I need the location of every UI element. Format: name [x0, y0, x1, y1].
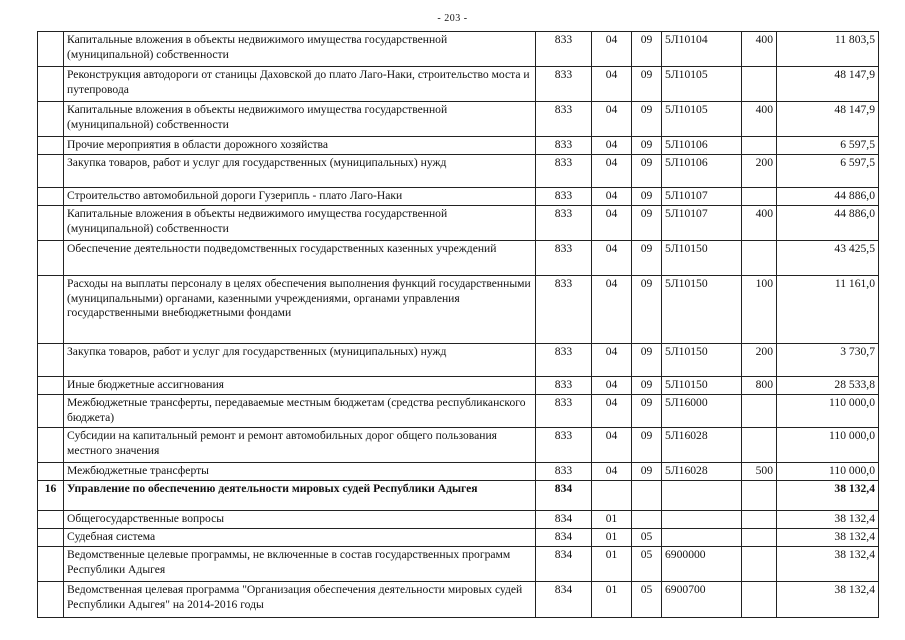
subsection-code-cell: 05 [632, 547, 662, 582]
row-number-cell [38, 67, 64, 102]
ministry-code-cell: 834 [536, 582, 592, 618]
target-article-cell: 5Л10150 [662, 377, 742, 395]
subsection-code-cell: 09 [632, 395, 662, 428]
ministry-code-cell: 833 [536, 395, 592, 428]
ministry-code-cell: 833 [536, 102, 592, 137]
amount-cell: 11 161,0 [777, 276, 879, 344]
subsection-code-cell: 09 [632, 32, 662, 67]
expense-type-cell: 400 [742, 32, 777, 67]
item-name-cell: Межбюджетные трансферты [64, 463, 536, 481]
amount-cell: 110 000,0 [777, 463, 879, 481]
target-article-cell: 5Л10106 [662, 137, 742, 155]
expense-type-cell [742, 395, 777, 428]
expense-type-cell: 400 [742, 102, 777, 137]
section-code-cell: 01 [592, 529, 632, 547]
subsection-code-cell [632, 481, 662, 511]
section-code-cell: 04 [592, 395, 632, 428]
table-row [38, 241, 879, 276]
row-number-cell [38, 547, 64, 582]
expense-type-cell [742, 188, 777, 206]
target-article-cell: 5Л10150 [662, 241, 742, 276]
amount-cell: 28 533,8 [777, 377, 879, 395]
target-article-cell: 5Л16028 [662, 428, 742, 463]
amount-cell: 6 597,5 [777, 137, 879, 155]
item-name-cell: Прочие мероприятия в области дорожного хозяйства [64, 137, 536, 155]
page-number: - 203 - [437, 13, 468, 24]
expense-type-cell [742, 511, 777, 529]
section-code-cell: 04 [592, 67, 632, 102]
expense-type-cell [742, 481, 777, 511]
item-name-cell: Ведомственные целевые программы, не включенные в состав государственных программ Республики Адыгея [64, 547, 536, 582]
item-name-cell: Строительство автомобильной дороги Гузерипль - плато Лаго-Наки [64, 188, 536, 206]
item-name-cell: Капитальные вложения в объекты недвижимого имущества государственной (муниципальной) собственности [64, 102, 536, 137]
item-name-cell: Капитальные вложения в объекты недвижимого имущества государственной (муниципальной) собственности [64, 32, 536, 67]
section-code-cell: 04 [592, 344, 632, 377]
target-article-cell: 5Л10104 [662, 32, 742, 67]
table-row [38, 67, 879, 102]
section-code-cell: 04 [592, 137, 632, 155]
item-name-cell: Управление по обеспечению деятельности мировых судей Республики Адыгея [64, 481, 536, 511]
subsection-code-cell: 09 [632, 276, 662, 344]
target-article-cell [662, 511, 742, 529]
subsection-code-cell: 05 [632, 529, 662, 547]
target-article-cell [662, 529, 742, 547]
item-name-cell: Расходы на выплаты персоналу в целях обеспечения выполнения функций государственными (муниципальными) органами, казенными учреждениями, органами управления государственными внебюджетными фондами [64, 276, 536, 344]
amount-cell: 43 425,5 [777, 241, 879, 276]
amount-cell: 38 132,4 [777, 511, 879, 529]
row-number-cell [38, 395, 64, 428]
subsection-code-cell: 09 [632, 155, 662, 188]
item-name-cell: Закупка товаров, работ и услуг для государственных (муниципальных) нужд [64, 344, 536, 377]
amount-cell: 11 803,5 [777, 32, 879, 67]
section-code-cell: 01 [592, 511, 632, 529]
target-article-cell: 5Л10150 [662, 344, 742, 377]
row-number-cell [38, 428, 64, 463]
subsection-code-cell: 09 [632, 67, 662, 102]
subsection-code-cell: 09 [632, 137, 662, 155]
amount-cell: 3 730,7 [777, 344, 879, 377]
target-article-cell: 6900000 [662, 547, 742, 582]
expense-type-cell: 500 [742, 463, 777, 481]
section-code-cell: 04 [592, 241, 632, 276]
expense-type-cell: 200 [742, 155, 777, 188]
item-name-cell: Ведомственная целевая программа "Организация обеспечения деятельности мировых судей Республики Адыгея" на 2014-2016 годы [64, 582, 536, 618]
ministry-code-cell: 833 [536, 344, 592, 377]
ministry-code-cell: 834 [536, 481, 592, 511]
budget-table [37, 31, 879, 618]
ministry-code-cell: 834 [536, 529, 592, 547]
section-code-cell: 04 [592, 377, 632, 395]
subsection-code-cell: 09 [632, 428, 662, 463]
ministry-code-cell: 833 [536, 188, 592, 206]
ministry-code-cell: 833 [536, 377, 592, 395]
amount-cell: 38 132,4 [777, 582, 879, 618]
table-row [38, 428, 879, 463]
table-body [38, 32, 879, 618]
table-row [38, 547, 879, 582]
section-code-cell: 04 [592, 155, 632, 188]
row-number-cell [38, 529, 64, 547]
expense-type-cell [742, 241, 777, 276]
ministry-code-cell: 833 [536, 32, 592, 67]
row-number-cell [38, 344, 64, 377]
amount-cell: 44 886,0 [777, 206, 879, 241]
item-name-cell: Капитальные вложения в объекты недвижимого имущества государственной (муниципальной) собственности [64, 206, 536, 241]
target-article-cell: 5Л10105 [662, 102, 742, 137]
ministry-code-cell: 833 [536, 67, 592, 102]
subsection-code-cell: 09 [632, 344, 662, 377]
section-code-cell: 04 [592, 188, 632, 206]
target-article-cell: 5Л10105 [662, 67, 742, 102]
table-row [38, 137, 879, 155]
item-name-cell: Обеспечение деятельности подведомственных государственных казенных учреждений [64, 241, 536, 276]
section-code-cell: 01 [592, 582, 632, 618]
amount-cell: 6 597,5 [777, 155, 879, 188]
table-row [38, 377, 879, 395]
ministry-code-cell: 833 [536, 241, 592, 276]
row-number-cell [38, 377, 64, 395]
row-number-cell [38, 241, 64, 276]
target-article-cell [662, 481, 742, 511]
target-article-cell: 5Л10106 [662, 155, 742, 188]
section-code-cell: 04 [592, 276, 632, 344]
target-article-cell: 5Л10107 [662, 188, 742, 206]
row-number-cell [38, 206, 64, 241]
section-code-cell: 01 [592, 547, 632, 582]
target-article-cell: 6900700 [662, 582, 742, 618]
section-code-cell [592, 481, 632, 511]
section-code-cell: 04 [592, 102, 632, 137]
subsection-code-cell: 09 [632, 241, 662, 276]
row-number-cell [38, 463, 64, 481]
ministry-code-cell: 833 [536, 276, 592, 344]
subsection-code-cell: 09 [632, 102, 662, 137]
table-row [38, 481, 879, 511]
amount-cell: 110 000,0 [777, 428, 879, 463]
section-code-cell: 04 [592, 32, 632, 67]
amount-cell: 48 147,9 [777, 67, 879, 102]
expense-type-cell: 400 [742, 206, 777, 241]
amount-cell: 44 886,0 [777, 188, 879, 206]
subsection-code-cell: 09 [632, 206, 662, 241]
item-name-cell: Закупка товаров, работ и услуг для государственных (муниципальных) нужд [64, 155, 536, 188]
target-article-cell: 5Л16028 [662, 463, 742, 481]
ministry-code-cell: 833 [536, 155, 592, 188]
row-number-cell: 16 [38, 481, 64, 511]
ministry-code-cell: 833 [536, 428, 592, 463]
table-row [38, 32, 879, 67]
row-number-cell [38, 188, 64, 206]
row-number-cell [38, 32, 64, 67]
ministry-code-cell: 834 [536, 511, 592, 529]
item-name-cell: Субсидии на капитальный ремонт и ремонт автомобильных дорог общего пользования местного значения [64, 428, 536, 463]
ministry-code-cell: 833 [536, 463, 592, 481]
row-number-cell [38, 276, 64, 344]
target-article-cell: 5Л16000 [662, 395, 742, 428]
row-number-cell [38, 511, 64, 529]
table-row [38, 188, 879, 206]
section-code-cell: 04 [592, 463, 632, 481]
ministry-code-cell: 834 [536, 547, 592, 582]
expense-type-cell [742, 137, 777, 155]
item-name-cell: Иные бюджетные ассигнования [64, 377, 536, 395]
table-row [38, 582, 879, 618]
table-row [38, 395, 879, 428]
section-code-cell: 04 [592, 428, 632, 463]
section-code-cell: 04 [592, 206, 632, 241]
expense-type-cell [742, 547, 777, 582]
subsection-code-cell: 09 [632, 463, 662, 481]
table-row [38, 463, 879, 481]
subsection-code-cell: 05 [632, 582, 662, 618]
expense-type-cell [742, 582, 777, 618]
table-row [38, 155, 879, 188]
table-row [38, 529, 879, 547]
row-number-cell [38, 155, 64, 188]
expense-type-cell [742, 67, 777, 102]
expense-type-cell [742, 428, 777, 463]
ministry-code-cell: 833 [536, 137, 592, 155]
expense-type-cell: 100 [742, 276, 777, 344]
row-number-cell [38, 582, 64, 618]
subsection-code-cell: 09 [632, 188, 662, 206]
target-article-cell: 5Л10150 [662, 276, 742, 344]
item-name-cell: Межбюджетные трансферты, передаваемые местным бюджетам (средства республиканского бюджета) [64, 395, 536, 428]
table-row [38, 511, 879, 529]
expense-type-cell: 800 [742, 377, 777, 395]
ministry-code-cell: 833 [536, 206, 592, 241]
row-number-cell [38, 137, 64, 155]
table-row [38, 102, 879, 137]
item-name-cell: Реконструкция автодороги от станицы Даховской до плато Лаго-Наки, строительство моста и путепровода [64, 67, 536, 102]
amount-cell: 38 132,4 [777, 547, 879, 582]
target-article-cell: 5Л10107 [662, 206, 742, 241]
table-row [38, 344, 879, 377]
amount-cell: 38 132,4 [777, 481, 879, 511]
amount-cell: 38 132,4 [777, 529, 879, 547]
amount-cell: 110 000,0 [777, 395, 879, 428]
row-number-cell [38, 102, 64, 137]
item-name-cell: Общегосударственные вопросы [64, 511, 536, 529]
expense-type-cell: 200 [742, 344, 777, 377]
table-row [38, 276, 879, 344]
table-row [38, 206, 879, 241]
subsection-code-cell: 09 [632, 377, 662, 395]
amount-cell: 48 147,9 [777, 102, 879, 137]
item-name-cell: Судебная система [64, 529, 536, 547]
expense-type-cell [742, 529, 777, 547]
subsection-code-cell [632, 511, 662, 529]
